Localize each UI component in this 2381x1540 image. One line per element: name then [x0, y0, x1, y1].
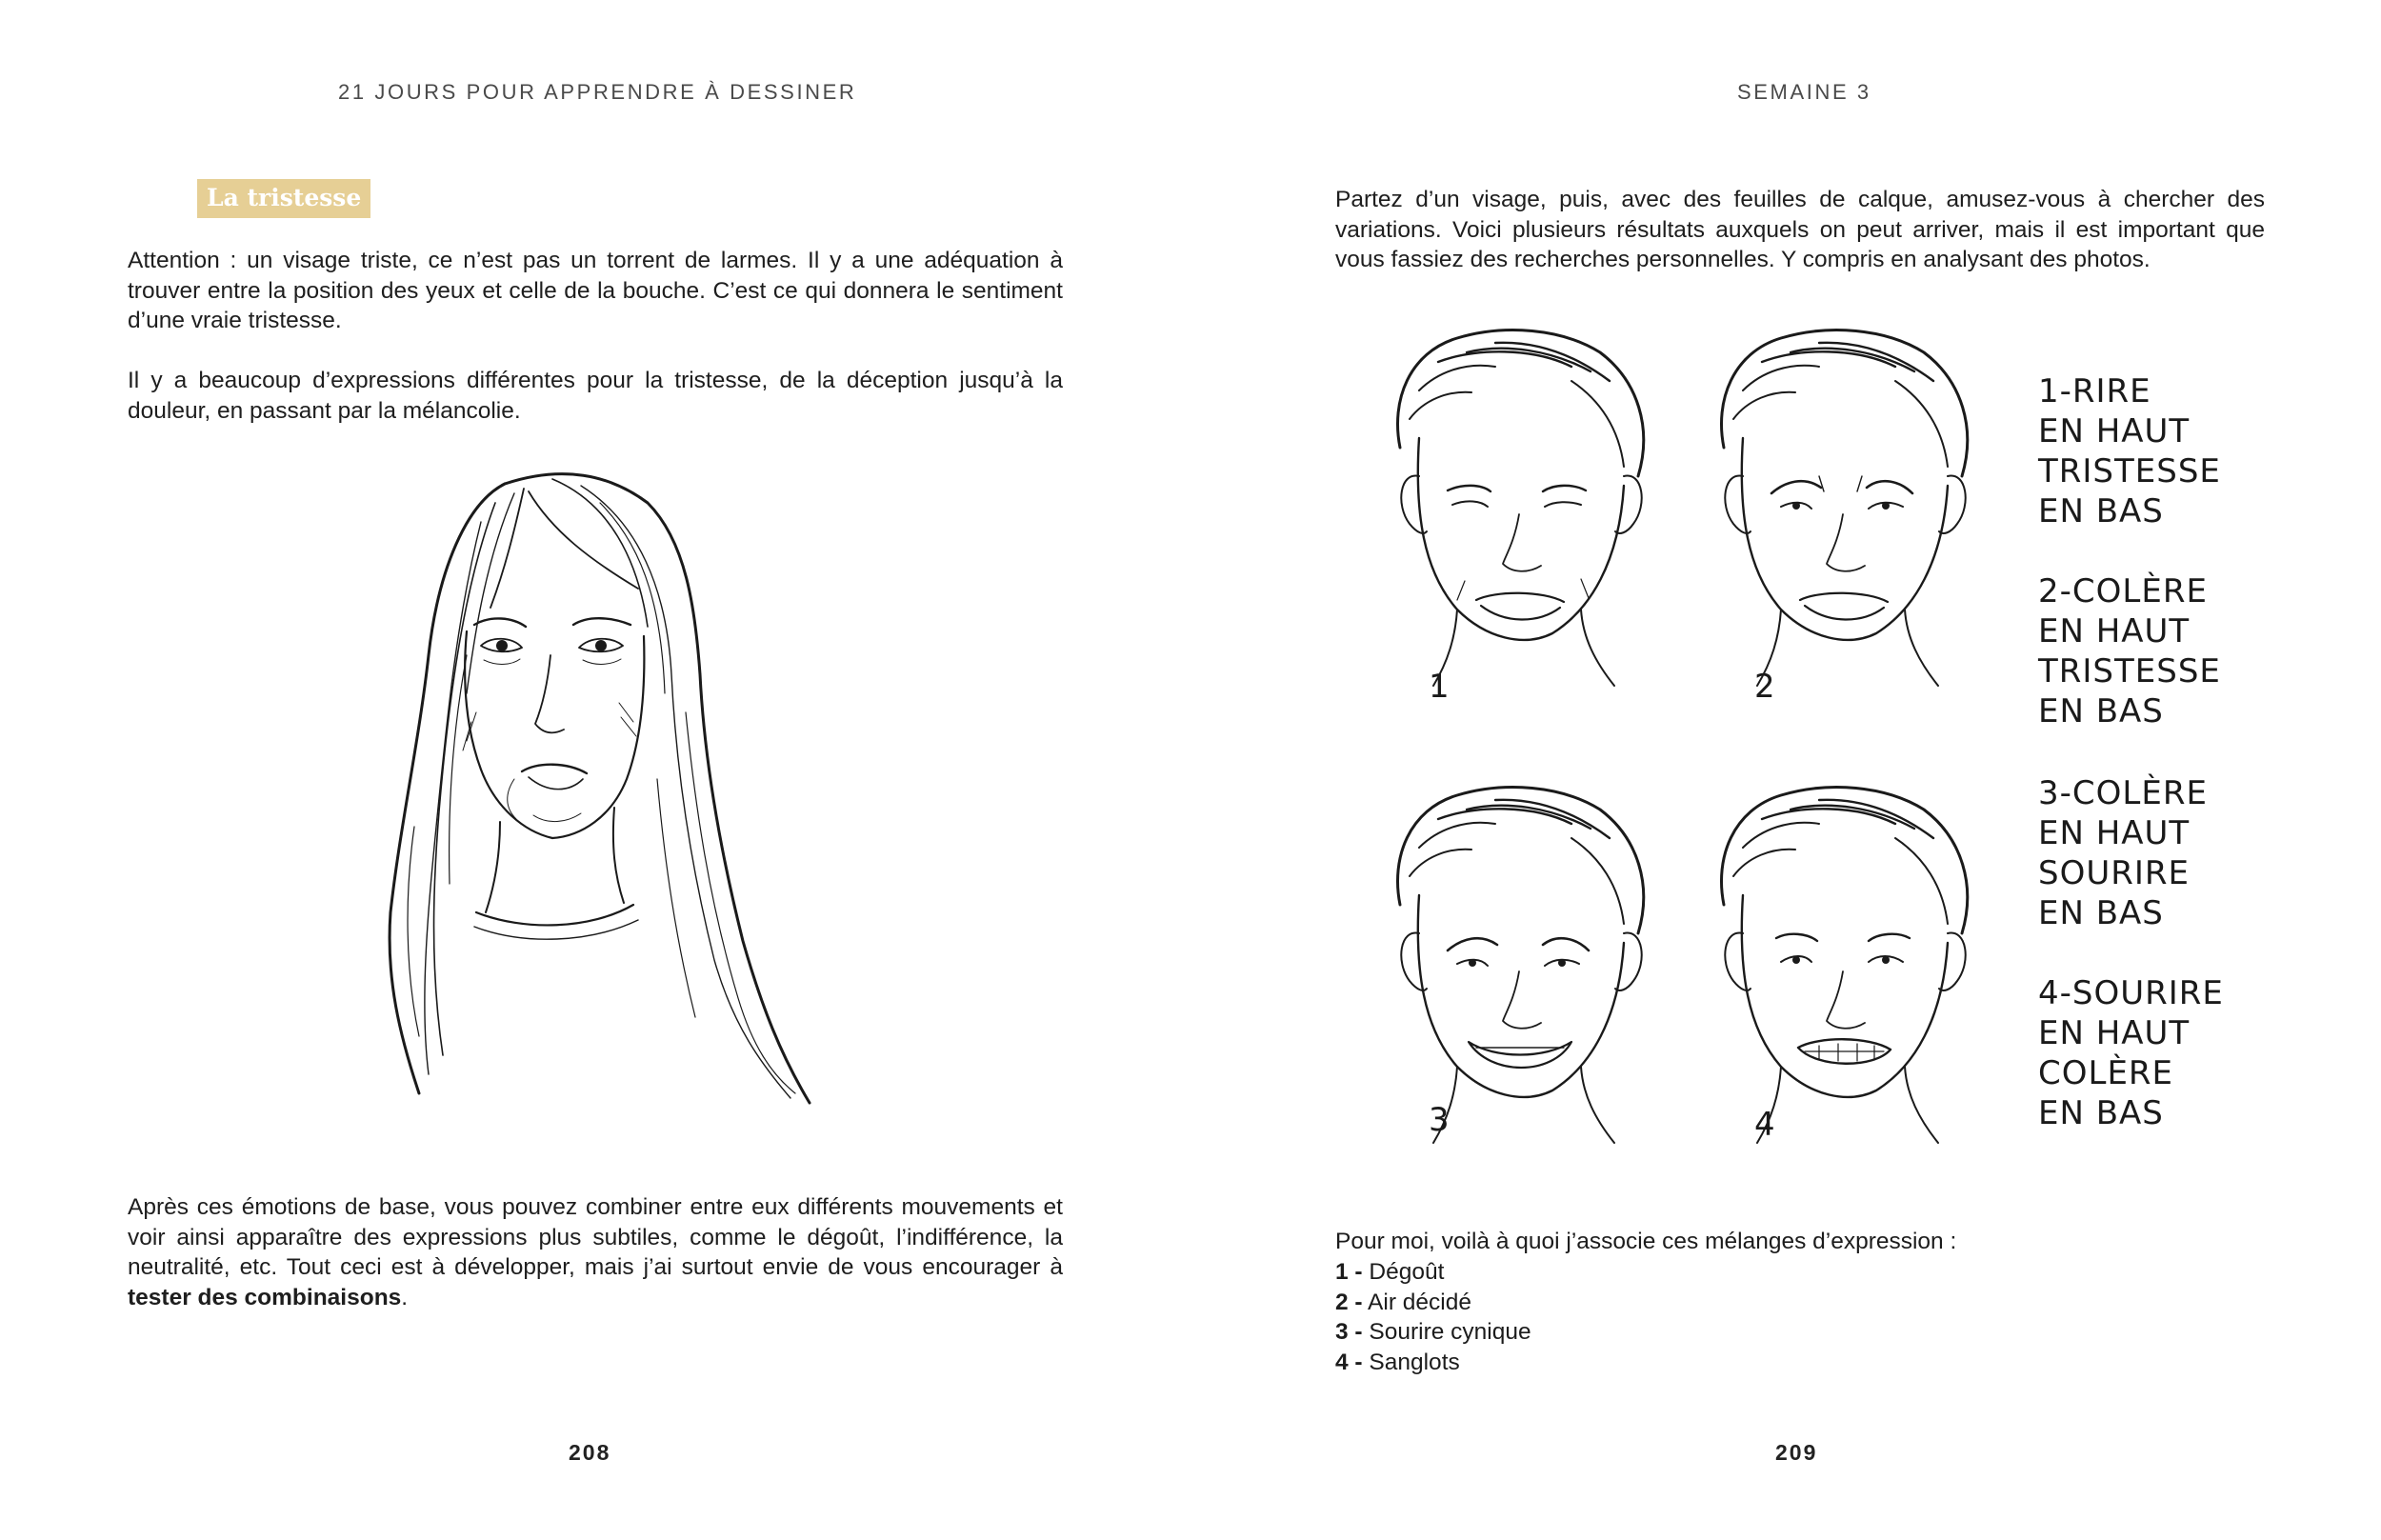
legend-line: EN HAUT	[2038, 1014, 2191, 1052]
face-number-1: 1	[1429, 668, 1451, 706]
paragraph-variations-intro: Partez d’un visage, puis, avec des feuilles de calque, amusez-vous à chercher des variations. Voici plusieurs résultats auxquels on peut arriver, mais il est important que vous fassiez des recherches personnelles. Y compris en analysant des photos.	[1335, 187, 2265, 272]
paragraph-sadness-intro: Attention : un visage triste, ce n’est pas un torrent de larmes. Il y a une adéquation à trouver entre la position des yeux et celle de la bouche. C’est ce qui donnera le sentiment d’une vraie tristesse.	[128, 248, 1063, 333]
legend-line: EN BAS	[2038, 1094, 2164, 1132]
legend-line: EN HAUT	[2038, 412, 2191, 450]
face-number-3: 3	[1429, 1101, 1451, 1139]
paragraph-combinations-end: .	[401, 1284, 409, 1310]
legend-line: 2-COLÈRE	[2038, 572, 2208, 610]
section-tag: La tristesse	[197, 179, 370, 218]
legend-line: EN BAS	[2038, 692, 2164, 730]
sad-face-illustration	[362, 465, 819, 1112]
paragraph-combinations-text: Après ces émotions de base, vous pouvez combiner entre eux différents mouvements et voir ainsi apparaître des expressions plus subtiles, comme le dégoût, l’indifférence, la neutralité, etc. Tout ceci est à développer, mais j’ai surtout envie de vous encourager à	[128, 1194, 1063, 1280]
combo-item	[1335, 1288, 1531, 1318]
face-number-2: 2	[1754, 668, 1776, 706]
legend-line: EN BAS	[2038, 492, 2164, 530]
combos-intro: Pour moi, voilà à quoi j’associe ces mélanges d’expression :	[1335, 1229, 1957, 1254]
combo-number: 2 -	[1335, 1289, 1363, 1315]
legend-line: 3-COLÈRE	[2038, 774, 2208, 812]
face-1	[1398, 330, 1644, 686]
face-number-4: 4	[1754, 1106, 1776, 1144]
right-page	[1190, 0, 2381, 1540]
combos-list	[1335, 1257, 1531, 1377]
combo-text: Air décidé	[1362, 1289, 1471, 1315]
page-number-right: 209	[1775, 1440, 1818, 1465]
paragraph-sadness-variety: Il y a beaucoup d’expressions différentes pour la tristesse, de la déception jusqu’à la douleur, en passant par la mélancolie.	[128, 368, 1063, 424]
legend-face-3	[2038, 773, 2208, 933]
legend-face-4	[2038, 973, 2224, 1133]
combo-item	[1335, 1317, 1531, 1348]
combo-text: Sourire cynique	[1362, 1319, 1531, 1345]
face-2	[1722, 330, 1968, 686]
legend-line: COLÈRE	[2038, 1054, 2174, 1092]
paragraph-combinations	[128, 1192, 1063, 1312]
legend-line: SOURIRE	[2038, 854, 2190, 892]
page-number-left: 208	[569, 1440, 611, 1465]
legend-line: EN BAS	[2038, 894, 2164, 932]
legend-line: TRISTESSE	[2038, 652, 2221, 690]
legend-line: TRISTESSE	[2038, 452, 2221, 490]
legend-line: EN HAUT	[2038, 612, 2191, 650]
combo-text: Sanglots	[1362, 1349, 1460, 1375]
combo-text: Dégoût	[1362, 1259, 1445, 1285]
running-head-right: SEMAINE 3	[1737, 80, 1871, 104]
combo-number: 4 -	[1335, 1349, 1363, 1375]
combo-number: 1 -	[1335, 1259, 1363, 1285]
legend-face-2	[2038, 571, 2221, 731]
left-page	[0, 0, 1190, 1540]
legend-line: 1-RIRE	[2038, 372, 2151, 410]
face-4	[1722, 788, 1968, 1143]
combo-item	[1335, 1348, 1531, 1378]
face-3	[1398, 788, 1644, 1143]
combo-item	[1335, 1257, 1531, 1288]
legend-line: EN HAUT	[2038, 814, 2191, 852]
legend-line: 4-SOURIRE	[2038, 974, 2224, 1012]
legend-face-1	[2038, 371, 2221, 531]
combo-number: 3 -	[1335, 1319, 1363, 1345]
emphasis-test-combinations: tester des combinaisons	[128, 1284, 402, 1310]
running-head-left: 21 JOURS POUR APPRENDRE À DESSINER	[338, 80, 857, 104]
